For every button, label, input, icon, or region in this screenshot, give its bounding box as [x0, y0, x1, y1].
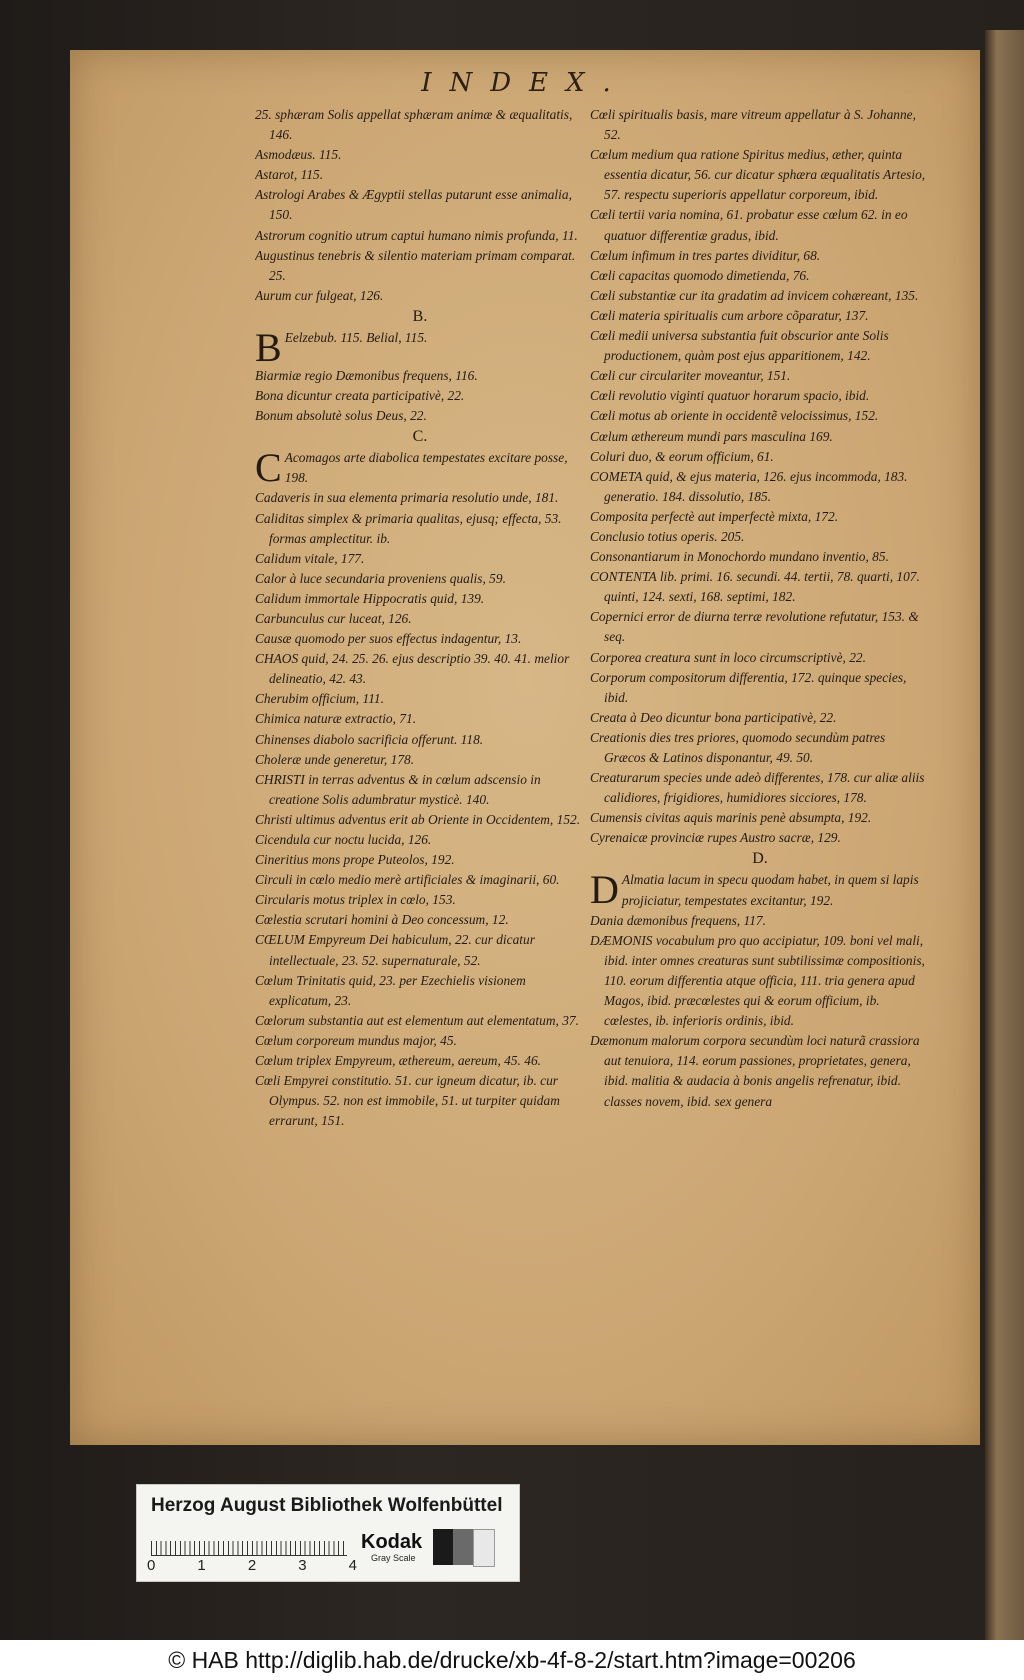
- index-entry-text: Chimica naturæ extractio, 71.: [255, 711, 417, 727]
- running-head: INDEX.: [421, 68, 629, 98]
- index-entry-text: Cadaveris in sua elementa primaria resolutio unde, 181.: [255, 490, 559, 506]
- ruler-numbers: [147, 1557, 357, 1574]
- index-entry: [255, 709, 585, 729]
- index-entry: [255, 569, 585, 589]
- index-entry-text: Christi ultimus adventus erit ab Oriente in Occidentem, 152.: [255, 811, 581, 827]
- index-entry-text: Astrologi Arabes & Ægyptii stellas putarunt esse animalia, 150.: [255, 187, 572, 223]
- index-entry: [255, 226, 585, 246]
- index-entry-text: Caliditas simplex & primaria qualitas, ejusq; effecta, 53. formas amplectitur. ib.: [255, 510, 562, 546]
- index-entry: [590, 205, 930, 245]
- gray-swatch-light: [473, 1529, 495, 1567]
- index-entry-text: Cœlum infimum in tres partes dividitur, 68.: [590, 247, 821, 263]
- index-entry-text: Cœlum Trinitatis quid, 23. per Ezechielis visionem explicatum, 23.: [255, 972, 526, 1008]
- index-entry-text: Cyrenaicæ provinciæ rupes Austro sacræ, 129.: [590, 830, 841, 846]
- index-entry-text: DÆMONIS vocabulum pro quo accipiatur, 109. boni vel mali, ibid. inter omnes creaturas sunt subtilissimæ compositionis, 110. eorum differentia atque officia, 111. tria genera apud Magos, ibid. præcœlestes qui & eorum officium, ib. cœlestes, ib. inferioris ordinis, ibid.: [590, 932, 925, 1029]
- index-entry-text: Dania dæmonibus frequens, 117.: [590, 912, 766, 928]
- index-entry-text: Cœli spiritualis basis, mare vitreum appellatur à S. Johanne, 52.: [590, 107, 916, 143]
- index-entry-text: Cœli Empyrei constitutio. 51. cur igneum dicatur, ib. cur Olympus. 52. non est immobile, 51. ut turpiter quidam errarunt, 151.: [255, 1073, 560, 1129]
- index-letter-heading: C.: [412, 428, 428, 446]
- index-entry: [255, 328, 585, 366]
- index-entry: [255, 1011, 585, 1031]
- index-entry-text: Aurum cur fulgeat, 126.: [255, 287, 384, 303]
- index-entry-text: Chinenses diabolo sacrificia offerunt. 118.: [255, 731, 484, 747]
- index-entry: [255, 629, 585, 649]
- index-entry: [255, 165, 585, 185]
- ruler-number: 1: [197, 1557, 206, 1574]
- index-entry-text: Creata à Deo dicuntur bona participativè, 22.: [590, 709, 837, 725]
- index-entry: [590, 668, 930, 708]
- index-entry-text: Cœli motus ab oriente in occidentẽ velocissimus, 152.: [590, 408, 879, 424]
- index-entry: [590, 105, 930, 145]
- index-entry-text: 25. sphæram Solis appellat sphæram animæ & æqualitatis, 146.: [255, 107, 573, 143]
- index-entry: [255, 910, 585, 930]
- index-entry: [590, 306, 930, 326]
- index-entry-text: Calidum immortale Hippocratis quid, 139.: [255, 590, 485, 606]
- index-entry: [255, 649, 585, 689]
- index-entry-text: Augustinus tenebris & silentio materiam primam comparat. 25.: [255, 247, 576, 283]
- index-entry-text: Cœli revolutio viginti quatuor horarum spacio, ibid.: [590, 388, 870, 404]
- index-entry-text: Cœlum æthereum mundi pars masculina 169.: [590, 428, 833, 444]
- index-entry: [590, 467, 930, 507]
- index-entry-text: Cœli capacitas quomodo dimetienda, 76.: [590, 267, 810, 283]
- index-entry-text: Carbunculus cur luceat, 126.: [255, 610, 412, 626]
- library-color-card: [136, 1484, 520, 1582]
- ruler-number: 0: [147, 1557, 156, 1574]
- gray-swatch-mid: [453, 1529, 473, 1565]
- index-entry: [255, 246, 585, 286]
- scale-ruler: [151, 1533, 347, 1556]
- index-entry-text: Bonum absolutè solus Deus, 22.: [255, 408, 427, 424]
- index-entry-text: Cœli materia spiritualis cum arbore cõparatur, 137.: [590, 307, 869, 323]
- index-entry-text: Cicendula cur noctu lucida, 126.: [255, 832, 432, 847]
- drop-initial: D: [590, 870, 619, 911]
- index-entry: [255, 366, 585, 386]
- index-entry: [255, 750, 585, 770]
- gray-scale-label: Gray Scale: [371, 1553, 416, 1563]
- index-entry-text: Cœlum triplex Empyreum, æthereum, aereum, 45. 46.: [255, 1053, 541, 1069]
- index-entry: [590, 931, 930, 1031]
- index-entry: [255, 609, 585, 629]
- book-page: [70, 50, 980, 1445]
- index-entry: [590, 266, 930, 286]
- index-entry-text: Eelzebub. 115. Belial, 115.: [284, 329, 428, 345]
- index-entry: [255, 770, 585, 810]
- index-entry: [255, 730, 585, 750]
- index-entry-text: Coluri duo, & eorum officium, 61.: [590, 448, 774, 464]
- index-entry: [590, 567, 930, 607]
- index-entry-text: Almatia lacum in specu quodam habet, in quem si lapis projiciatur, tempestates excitantur, 192.: [621, 872, 919, 908]
- index-entry: [590, 447, 930, 467]
- index-entry: [255, 509, 585, 549]
- index-entry-text: Cœli medii universa substantia fuit obscurior ante Solis productionem, quàm post ejus apparitionem, 142.: [590, 328, 889, 364]
- index-entry: [255, 1071, 585, 1131]
- index-entry-text: Calor à luce secundaria proveniens qualis, 59.: [255, 570, 506, 586]
- index-entry: [255, 830, 585, 850]
- index-entry: [255, 1051, 585, 1071]
- index-entry-text: Composita perfectè aut imperfectè mixta, 172.: [590, 508, 839, 524]
- index-entry-text: Astarot, 115.: [255, 167, 324, 183]
- index-entry: [255, 145, 585, 165]
- index-entry-text: Cœlum corporeum mundus major, 45.: [255, 1032, 457, 1048]
- index-entry-text: Cœli tertii varia nomina, 61. probatur esse cœlum 62. in eo quatuor differentiæ gradus, ibid.: [590, 207, 908, 243]
- index-entry: [255, 386, 585, 406]
- left-index-column: [255, 105, 585, 1131]
- index-entry: [590, 828, 930, 848]
- index-entry-text: Acomagos arte diabolica tempestates excitare posse, 198.: [284, 450, 568, 486]
- index-entry-text: Cumensis civitas aquis marinis penè absumpta, 192.: [590, 810, 872, 826]
- index-entry: [255, 549, 585, 569]
- index-entry-text: Cœlestia scrutari homini à Deo concessum, 12.: [255, 912, 509, 928]
- index-entry: [255, 930, 585, 970]
- index-entry: [590, 386, 930, 406]
- index-entry: [255, 406, 585, 426]
- index-entry: [590, 648, 930, 668]
- index-entry: [590, 1031, 930, 1111]
- ruler-number: 3: [298, 1557, 307, 1574]
- index-entry: [255, 1031, 585, 1051]
- ruler-number: 4: [348, 1557, 357, 1574]
- index-letter-heading: D.: [752, 850, 768, 868]
- index-entry: [255, 448, 585, 488]
- index-entry: [255, 589, 585, 609]
- index-entry-text: Cineritius mons prope Puteolos, 192.: [255, 852, 455, 868]
- index-entry-text: CŒLUM Empyreum Dei habiculum, 22. cur dicatur intellectuale, 23. 52. supernaturale, 52.: [255, 932, 535, 968]
- index-entry: [255, 971, 585, 1011]
- index-entry-text: Consonantiarum in Monochordo mundano inventio, 85.: [590, 549, 889, 565]
- index-entry-text: Cœli substantiæ cur ita gradatim ad invicem cohæreant, 135.: [590, 287, 919, 303]
- index-entry: [590, 708, 930, 728]
- index-entry: [590, 326, 930, 366]
- index-entry: [590, 547, 930, 567]
- drop-initial: C: [255, 448, 282, 489]
- index-letter-heading: B.: [412, 307, 428, 325]
- index-entry-text: CHAOS quid, 24. 25. 26. ejus descriptio 39. 40. 41. melior delineatio, 42. 43.: [255, 651, 570, 687]
- index-entry-text: COMETA quid, & ejus materia, 126. ejus incommoda, 183. generatio. 184. dissolutio, 185.: [590, 468, 908, 504]
- index-entry: [590, 427, 930, 447]
- index-entry: [255, 286, 585, 306]
- index-entry-text: Dæmonum malorum corpora secundùm loci naturã crassiora aut tenuiora, 114. eorum passiones, proprietates, genera, ibid. malitia & audacia à bonis angelis refrenatur, ibid. classes novem, ibid. sex genera: [590, 1033, 920, 1109]
- index-entry: [590, 911, 930, 931]
- index-entry-text: Circuli in cœlo medio merè artificiales & imaginarii, 60.: [255, 872, 560, 888]
- index-entry-text: Asmodæus. 115.: [255, 147, 342, 163]
- index-entry-text: Copernici error de diurna terræ revolutione refutatur, 153. & seq.: [590, 609, 919, 645]
- index-entry: [255, 488, 585, 508]
- index-entry: [255, 689, 585, 709]
- index-entry: [255, 870, 585, 890]
- index-entry: [590, 607, 930, 647]
- index-entry-text: Creaturarum species unde adeò differentes, 178. cur aliæ aliis calidiores, frigidiores, humidiores sicciores, 178.: [590, 770, 925, 806]
- right-index-column: [590, 105, 930, 1112]
- index-entry: [255, 185, 585, 225]
- index-entry: [255, 810, 585, 830]
- index-entry: [255, 850, 585, 870]
- index-entry: [255, 890, 585, 910]
- index-entry-text: Astrorum cognitio utrum captui humano nimis profunda, 11.: [255, 227, 578, 243]
- library-name: Herzog August Bibliothek Wolfenbüttel: [151, 1495, 503, 1516]
- index-entry: [255, 105, 585, 145]
- index-entry: [590, 870, 930, 910]
- index-entry-text: Choleræ unde generetur, 178.: [255, 751, 415, 767]
- kodak-logo: Kodak: [361, 1531, 423, 1553]
- ruler-number: 2: [247, 1557, 257, 1574]
- index-entry: [590, 246, 930, 266]
- index-entry: [590, 768, 930, 808]
- index-entry: [590, 728, 930, 768]
- index-entry-text: Circularis motus triplex in cœlo, 153.: [255, 892, 456, 908]
- index-entry-text: CHRISTI in terras adventus & in cœlum adscensio in creatione Solis adumbratur mysticè. 140.: [255, 771, 541, 807]
- index-entry: [590, 808, 930, 828]
- index-entry: [590, 527, 930, 547]
- index-entry-text: Corporea creatura sunt in loco circumscriptivè, 22.: [590, 649, 866, 665]
- index-entry-text: Biarmiæ regio Dæmonibus frequens, 116.: [255, 367, 478, 383]
- index-entry: [590, 406, 930, 426]
- index-entry-text: Corporum compositorum differentia, 172. quinque species, ibid.: [590, 669, 907, 705]
- index-entry-text: Causæ quomodo per suos effectus indagentur, 13.: [255, 631, 522, 647]
- index-entry-text: Cœlorum substantia aut est elementum aut elementatum, 37.: [255, 1012, 579, 1028]
- index-entry-text: CONTENTA lib. primi. 16. secundi. 44. tertii, 78. quarti, 107. quinti, 124. sexti, 168. septimi, 182.: [590, 569, 920, 605]
- index-entry: [590, 286, 930, 306]
- adjacent-page-edge: [985, 30, 1024, 1640]
- copyright-footer: © HAB http://diglib.hab.de/drucke/xb-4f-8-2/start.htm?image=00206: [0, 1640, 1024, 1680]
- index-entry-text: Cherubim officium, 111.: [255, 691, 384, 707]
- index-entry-text: Cœli cur circulariter moveantur, 151.: [590, 368, 791, 384]
- index-entry: [590, 145, 930, 205]
- index-entry: [590, 507, 930, 527]
- index-entry-text: Calidum vitale, 177.: [255, 550, 365, 566]
- gray-swatch-dark: [433, 1529, 453, 1565]
- index-entry-text: Creationis dies tres priores, quomodo secundùm patres Græcos & Latinos disponantur, 49. 50.: [590, 729, 886, 765]
- index-entry-text: Bona dicuntur creata participativè, 22.: [255, 388, 465, 404]
- index-entry-text: Conclusio totius operis. 205.: [590, 528, 745, 544]
- index-entry: [590, 366, 930, 386]
- drop-initial: B: [255, 327, 282, 366]
- index-entry-text: Cœlum medium qua ratione Spiritus medius, æther, quinta essentia dicatur, 56. cur dicatur sphæra æqualitatis Artesio, 57. respectu superioris appellatur corporeum, ibid.: [590, 147, 926, 203]
